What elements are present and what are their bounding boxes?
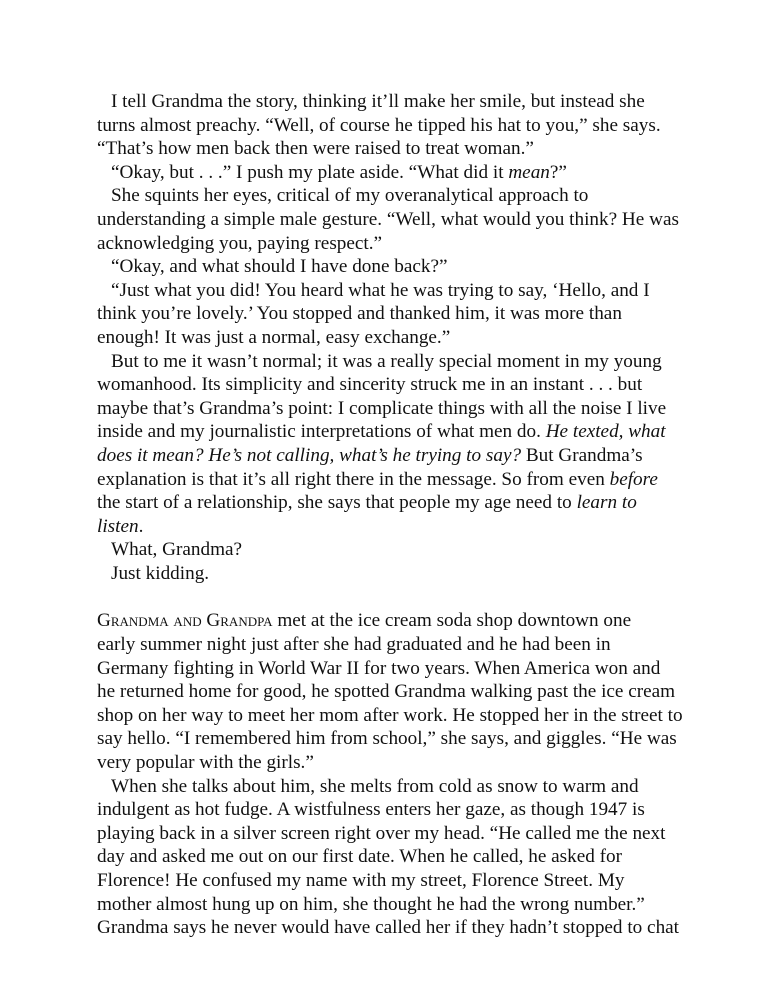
text-line: Grandma and Grandpa met at the ice cream soda shop downtown one (97, 610, 632, 632)
text-line: think you’re lovely.’ You stopped and thanked him, it was more than (97, 303, 622, 325)
text-line: explanation is that it’s all right there in the message. So from even before (97, 468, 658, 490)
text-line: Germany fighting in World War II for two years. When America won and (97, 657, 661, 679)
text-line: early summer night just after she had graduated and he had been in (97, 634, 611, 656)
small-caps-lead: Grandma and Grandpa (97, 610, 273, 632)
paragraph (97, 184, 687, 255)
text-line: Florence! He confused my name with my street, Florence Street. My (97, 870, 625, 891)
text-line: womanhood. Its simplicity and sincerity struck me in an instant . . . but (97, 374, 643, 396)
text-line: say hello. “I remembered him from school,” she says, and giggles. “He was (97, 728, 677, 750)
text-line: “That’s how men back then were raised to treat woman.” (97, 138, 534, 160)
text-line: does it mean? He’s not calling, what’s he trying to say? But Grandma’s (97, 444, 643, 466)
text-line: I tell Grandma the story, thinking it’ll make her smile, but instead she (111, 91, 645, 112)
text-line: But to me it wasn’t normal; it was a really special moment in my young (111, 350, 662, 372)
paragraph (97, 775, 687, 940)
text-line: acknowledging you, paying respect.” (97, 232, 383, 254)
paragraph (97, 562, 687, 586)
text-line: enough! It was just a normal, easy exchange.” (97, 326, 451, 348)
text-line: he returned home for good, he spotted Grandma walking past the ice cream (97, 681, 676, 703)
text-line: When she talks about him, she melts from cold as snow to warm and (111, 775, 639, 797)
text-line: What, Grandma? (111, 539, 243, 561)
paragraph (97, 255, 687, 279)
text-line: maybe that’s Grandma’s point: I complicate things with all the noise I live (97, 397, 667, 419)
paragraph (97, 350, 687, 539)
text-line: day and asked me out on our first date. When he called, he asked for (97, 846, 622, 868)
text-line: indulgent as hot fudge. A wistfulness enters her gaze, as though 1947 is (97, 799, 645, 821)
text-line: inside and my journalistic interpretations of what men do. He texted, what (97, 421, 666, 443)
text-line: understanding a simple male gesture. “Well, what would you think? He was (97, 208, 679, 230)
text-line: She squints her eyes, critical of my overanalytical approach to (111, 185, 589, 207)
text-line: very popular with the girls.” (97, 752, 314, 774)
text-line: Just kidding. (111, 562, 210, 584)
paragraph (97, 90, 687, 161)
text-line: playing back in a silver screen right over my head. “He called me the next (97, 822, 666, 844)
paragraph (97, 609, 687, 774)
text-line: “Okay, but . . .” I push my plate aside. “What did it mean?” (111, 161, 567, 183)
text-line: the start of a relationship, she says that people my age need to learn to (97, 492, 637, 514)
paragraph (97, 538, 687, 562)
text-line: “Just what you did! You heard what he was trying to say, ‘Hello, and I (111, 279, 650, 301)
section-break (97, 585, 687, 609)
text-line: Grandma says he never would have called her if they hadn’t stopped to chat (97, 917, 680, 939)
text-line: mother almost hung up on him, she thought he had the wrong number.” (97, 893, 645, 915)
text-line: listen. (97, 515, 144, 537)
paragraph (97, 161, 687, 185)
paragraph (97, 279, 687, 350)
text-line: “Okay, and what should I have done back?” (111, 256, 448, 278)
text-line: shop on her way to meet her mom after work. He stopped her in the street to (97, 704, 683, 726)
text-line: turns almost preachy. “Well, of course he tipped his hat to you,” she says. (97, 114, 661, 136)
page-body (97, 90, 687, 940)
